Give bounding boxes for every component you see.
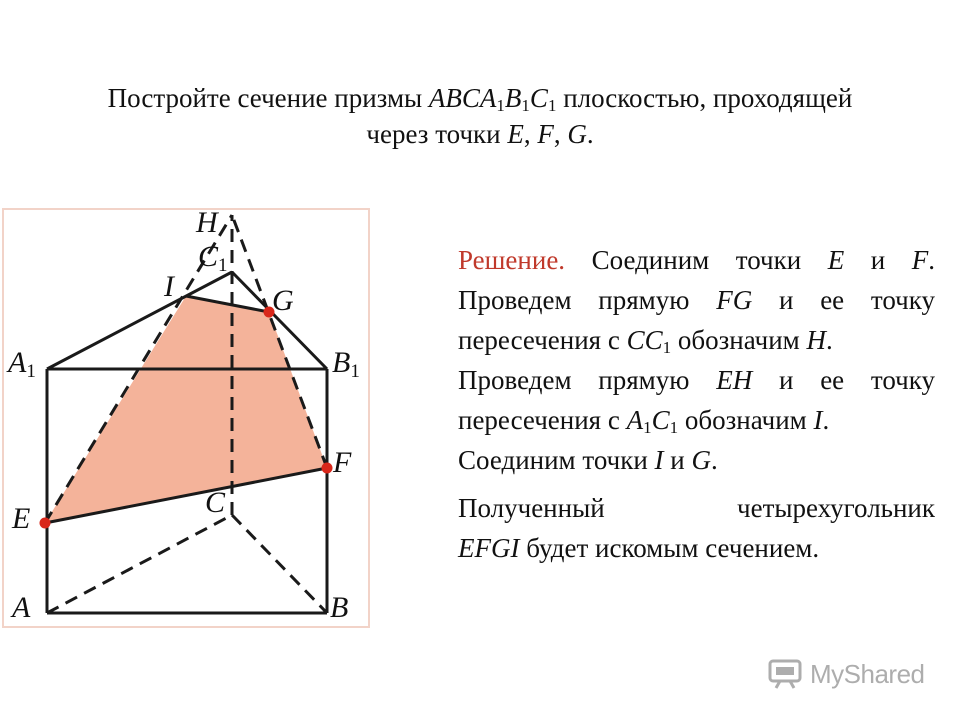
solution-conclusion-line-2: EFGI будет искомым сечением. [458, 533, 820, 563]
watermark-text: MyShared [810, 658, 925, 689]
label-f: F [333, 446, 352, 479]
watermark [768, 656, 925, 692]
section-polygon-efgi [45, 296, 327, 523]
solution-step-3: Проведем прямую EH и ее точку пересечения с $A_1C_1$ обозначим I. [458, 365, 935, 437]
solution-heading: Решение. [458, 245, 566, 275]
label-a: A [12, 591, 31, 624]
solution-step-2: Проведем прямую FG и ее точку пересечения с $CC_1$ обозначим H. [458, 285, 935, 357]
edge-a-c-hidden [47, 515, 232, 613]
projector-icon [768, 658, 804, 690]
problem-line-1: Постройте сечение призмы $ABCA_1B_1C_1$ плоскостью, проходящей [107, 83, 853, 115]
label-c1: C1 [198, 240, 228, 276]
label-i: I [164, 270, 174, 303]
point-f [322, 463, 333, 474]
point-e [40, 518, 51, 529]
label-e: E [12, 502, 31, 535]
problem-line-2: через точки E, F, G. [366, 119, 594, 149]
solution-text [458, 240, 935, 568]
solution-step-1: Решение. Соединим точки E и F. [458, 245, 935, 275]
label-a1: A1 [8, 346, 36, 382]
label-b: B [330, 591, 349, 624]
label-h: H [196, 206, 218, 239]
solution-step-4: Соединим точки I и G. [458, 445, 718, 475]
label-b1: B1 [332, 346, 360, 382]
label-g: G [272, 284, 294, 317]
label-c: C [205, 486, 226, 519]
edge-c-b-hidden [232, 515, 327, 613]
solution-conclusion-line-1: Полученный четырехугольник [458, 493, 935, 523]
